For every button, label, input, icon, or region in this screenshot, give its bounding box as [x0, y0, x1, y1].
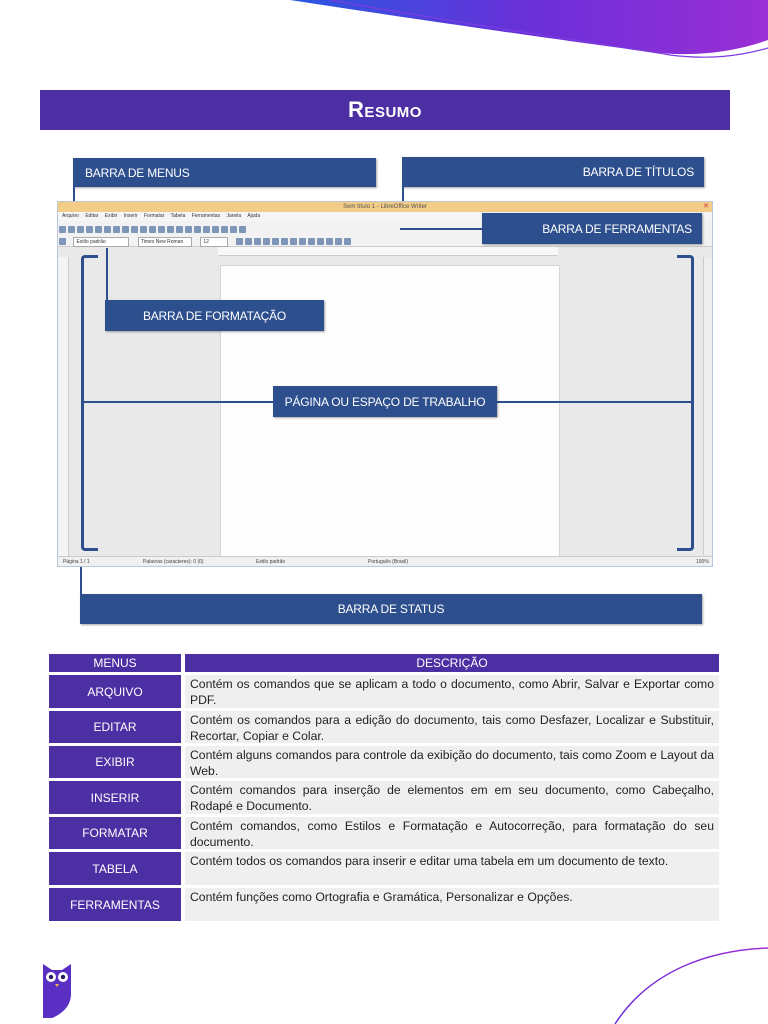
menu-item[interactable]: Janela — [226, 213, 242, 219]
writer-screenshot — [57, 201, 713, 567]
underline-icon[interactable] — [254, 238, 261, 245]
callout-connector — [84, 401, 273, 403]
menu-item[interactable]: Formatar — [144, 213, 165, 219]
table-cell-menu-editar: EDITAR — [49, 711, 181, 743]
table-cell-desc-tabela: Contém todos os comandos para inserir e editar uma tabela em um documento de texto. — [185, 852, 719, 885]
status-page: Página 1 / 1 — [63, 559, 90, 565]
bullets-icon[interactable] — [308, 238, 315, 245]
bold-icon[interactable] — [236, 238, 243, 245]
table-cell-desc-inserir: Contém comandos para inserção de elementos em em seu documento, como Cabeçalho, Rodapé e Documento. — [185, 781, 719, 814]
styles-icon[interactable] — [59, 238, 66, 245]
status-style: Estilo padrão — [256, 559, 286, 565]
bottom-curve-decoration — [560, 930, 768, 1024]
table-header-menus: MENUS — [49, 654, 181, 672]
window-title-bar — [58, 202, 712, 212]
callout-connector — [497, 401, 694, 403]
callout-barra-de-titulos: BARRA DE TÍTULOS — [402, 157, 704, 187]
menu-item[interactable]: Tabela — [170, 213, 186, 219]
callout-barra-de-formatacao: BARRA DE FORMATAÇÃO — [105, 300, 324, 331]
callout-barra-de-menus: BARRA DE MENUS — [73, 158, 376, 187]
menu-item[interactable]: Inserir — [123, 213, 138, 219]
italic-icon[interactable] — [245, 238, 252, 245]
status-language: Português (Brasil) — [368, 559, 409, 565]
callout-connector — [400, 228, 482, 230]
status-bar — [58, 556, 712, 567]
top-wave-decoration — [0, 0, 768, 70]
table-cell-desc-ferramentas: Contém funções como Ortografia e Gramática, Personalizar e Opções. — [185, 888, 719, 921]
align-center-icon[interactable] — [272, 238, 279, 245]
callout-pagina-espaco-de-trabalho: PÁGINA OU ESPAÇO DE TRABALHO — [273, 386, 497, 417]
table-cell-desc-arquivo: Contém os comandos que se aplicam a todo o documento, como Abrir, Salvar e Exportar como PDF. — [185, 675, 719, 708]
menu-item[interactable]: Ajuda — [247, 213, 261, 219]
align-left-icon[interactable] — [263, 238, 270, 245]
status-zoom[interactable]: 100% — [696, 559, 709, 565]
align-right-icon[interactable] — [281, 238, 288, 245]
font-color-icon[interactable] — [326, 238, 333, 245]
justify-icon[interactable] — [290, 238, 297, 245]
font-name-select[interactable]: Times New Roman — [138, 237, 192, 247]
page-title: Resumo — [40, 90, 730, 130]
window-title: Sem título 1 - LibreOffice Writer — [343, 204, 427, 210]
table-cell-menu-arquivo: ARQUIVO — [49, 675, 181, 708]
status-words: Palavras (caracteres): 0 (0) — [143, 559, 204, 565]
owl-logo-icon — [40, 960, 74, 1018]
table-cell-desc-formatar: Contém comandos, como Estilos e Formatação e Autocorreção, para formatação do seu documento. — [185, 817, 719, 849]
background-color-icon[interactable] — [344, 238, 351, 245]
table-cell-desc-editar: Contém os comandos para a edição do documento, tais como Desfazer, Localizar e Substituir, Recortar, Copiar e Colar. — [185, 711, 719, 743]
numbering-icon[interactable] — [299, 238, 306, 245]
table-cell-menu-formatar: FORMATAR — [49, 817, 181, 849]
highlight-icon[interactable] — [335, 238, 342, 245]
font-size-select[interactable]: 12 — [200, 237, 228, 247]
table-cell-menu-tabela: TABELA — [49, 852, 181, 885]
table-cell-menu-ferramentas: FERRAMENTAS — [49, 888, 181, 921]
workspace-right-bracket — [677, 255, 694, 551]
paragraph-style-select[interactable]: Estilo padrão — [73, 237, 129, 247]
table-cell-menu-inserir: INSERIR — [49, 781, 181, 814]
callout-barra-de-status: BARRA DE STATUS — [80, 594, 702, 624]
indent-icon[interactable] — [317, 238, 324, 245]
vertical-ruler — [58, 257, 69, 557]
horizontal-ruler — [218, 247, 558, 256]
table-header-descricao: DESCRIÇÃO — [185, 654, 719, 672]
callout-connector — [106, 248, 108, 300]
menu-item[interactable]: Arquivo — [62, 213, 79, 219]
window-close-icon[interactable]: ✕ — [703, 203, 709, 210]
table-cell-menu-exibir: EXIBIR — [49, 746, 181, 778]
table-cell-desc-exibir: Contém alguns comandos para controle da exibição do documento, tais como Zoom e Layout da Web. — [185, 746, 719, 778]
vertical-scrollbar[interactable] — [703, 257, 712, 555]
callout-barra-de-ferramentas: BARRA DE FERRAMENTAS — [482, 213, 702, 244]
menu-item[interactable]: Editar — [85, 213, 99, 219]
workspace-left-bracket — [81, 255, 98, 551]
callout-connector — [80, 567, 82, 595]
menu-item[interactable]: Exibir — [104, 213, 118, 219]
menu-item[interactable]: Ferramentas — [191, 213, 221, 219]
